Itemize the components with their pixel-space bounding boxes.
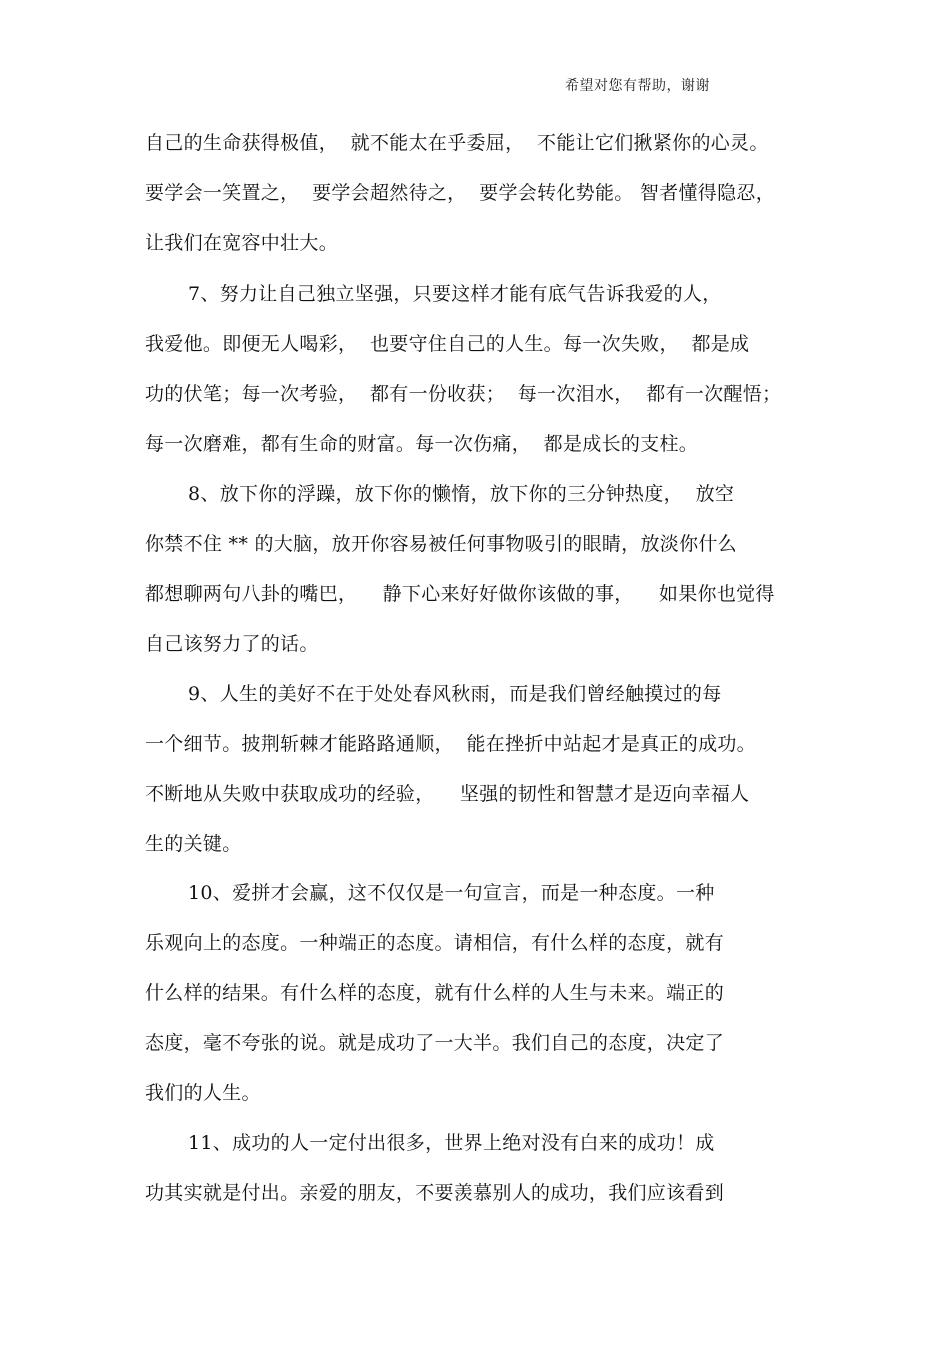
text-line: 自己该努力了的话。: [145, 633, 319, 655]
paragraph-10-start: 10、爱拼才会赢，这不仅仅是一句宣言，而是一种态度。一种: [188, 882, 715, 904]
text-line: 功其实就是付出。亲爱的朋友，不要羡慕别人的成功，我们应该看到: [145, 1182, 725, 1204]
text-line: 每一次磨难，都有生命的财富。每一次伤痛， 都是成长的支柱。: [145, 433, 699, 455]
text-line: 态度，毫不夸张的说。就是成功了一大半。我们自己的态度，决定了: [145, 1032, 725, 1054]
text-line: 乐观向上的态度。一种端正的态度。请相信，有什么样的态度，就有: [145, 932, 725, 954]
page-header-note: 希望对您有帮助，谢谢: [565, 78, 710, 94]
paragraph-8-start: 8、放下你的浮躁，放下你的懒惰，放下你的三分钟热度， 放空: [188, 483, 735, 505]
text-line: 什么样的结果。有什么样的态度，就有什么样的人生与未来。端正的: [145, 982, 725, 1004]
text-line: 生的关键。: [145, 833, 242, 855]
text-line: 要学会一笑置之， 要学会超然待之， 要学会转化势能。 智者懂得隐忍，: [145, 182, 775, 204]
text-line: 不断地从失败中获取成功的经验， 坚强的韧性和智慧才是迈向幸福人: [145, 783, 750, 805]
text-line: 我爱他。即便无人喝彩， 也要守住自己的人生。每一次失败， 都是成: [145, 333, 750, 355]
paragraph-9-start: 9、人生的美好不在于处处春风秋雨，而是我们曾经触摸过的每: [188, 683, 722, 705]
text-line: 自己的生命获得极值， 就不能太在乎委屈， 不能让它们揪紧你的心灵。: [145, 132, 769, 154]
text-line: 我们的人生。: [145, 1082, 261, 1104]
text-line: 你禁不住 ** 的大脑，放开你容易被任何事物吸引的眼睛，放淡你什么: [145, 533, 737, 555]
text-line: 功的伏笔；每一次考验， 都有一份收获； 每一次泪水， 都有一次醒悟；: [145, 383, 782, 405]
paragraph-7-start: 7、努力让自己独立坚强，只要这样才能有底气告诉我爱的人，: [188, 283, 722, 305]
text-line: 让我们在宽容中壮大。: [145, 232, 339, 254]
text-line: 一个细节。披荆斩棘才能路路通顺， 能在挫折中站起才是真正的成功。: [145, 733, 756, 755]
paragraph-11-start: 11、成功的人一定付出很多，世界上绝对没有白来的成功！成: [188, 1132, 715, 1154]
text-line: 都想聊两句八卦的嘴巴， 静下心来好好做你该做的事， 如果你也觉得: [145, 583, 775, 605]
